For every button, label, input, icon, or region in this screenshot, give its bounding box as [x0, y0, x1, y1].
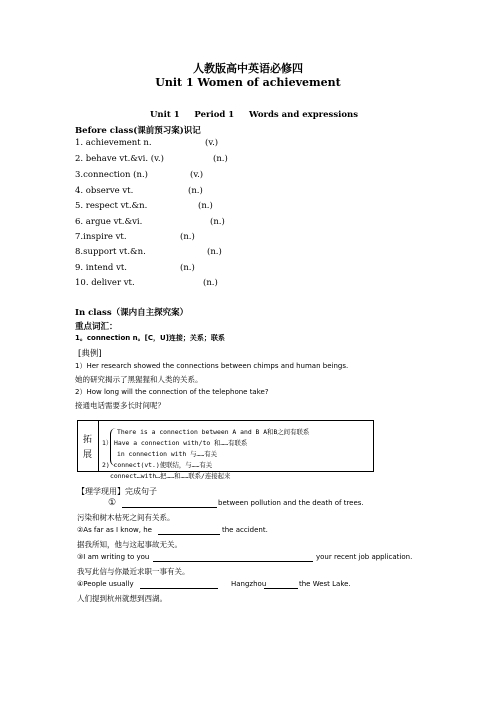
vocab-target-5: (n.): [198, 201, 213, 211]
example-2-cn: 接通电话需要多长时间呢？: [75, 401, 165, 410]
extend-box-label: [78, 421, 99, 471]
vocab-item-1: 1. achievement n.: [75, 138, 152, 148]
example-1-en: 1）Her research showed the connections between chimps and human beings.: [75, 362, 349, 370]
unit-title: Unit 1 Women of achievement: [155, 76, 341, 89]
q2-english-a: ②As far as I know, he: [77, 526, 152, 534]
q4-blank-2[interactable]: [264, 580, 298, 589]
q1-number: ①: [108, 498, 117, 508]
vocab-target-10: (n.): [203, 278, 218, 288]
example-1-cn: 她的研究揭示了黑猩猩和人类的关系。: [75, 375, 203, 384]
extend-label-char-2: 展: [83, 450, 93, 460]
q3-english-b: your recent job application.: [316, 553, 413, 561]
vocab-item-4: 4. observe vt.: [75, 186, 134, 196]
extend-line-5: connect…with…把……和……联系/连接起来: [110, 472, 231, 480]
vocab-item-7: 7.inspire vt.: [75, 232, 127, 242]
vocab-item-5: 5. respect vt.&n.: [75, 201, 148, 211]
vocab-target-6: (n.): [210, 217, 225, 227]
extend-line-4: 2) connect(vt.)使联结，与……有关: [102, 461, 213, 469]
key-words-label: 重点词汇：: [75, 322, 118, 332]
vocab-item-3: 3.connection (n.): [75, 170, 148, 180]
vocab-item-9: 9. intend vt.: [75, 263, 127, 273]
vocab-item-2: 2. behave vt.&vi. (v.): [75, 154, 164, 164]
q3-chinese: 我写此信与你最近求职一事有关。: [77, 567, 190, 576]
q4-english-a: ④People usually: [77, 580, 134, 588]
q3-blank[interactable]: [153, 553, 313, 562]
extend-line-2: Have a connection with/to 和……有联系: [114, 439, 248, 447]
before-class-heading: Before class(课前预习案)识记: [75, 126, 201, 136]
extend-line-3: in connection with 与……有关: [117, 450, 217, 458]
vocab-target-8: (n.): [207, 247, 222, 257]
extend-line-1: There is a connection between A and B A和B之间有联系: [117, 428, 310, 436]
word-connection-heading: 1。connection n。[C，U]连接；关系；联系: [75, 334, 225, 342]
vocab-target-9: (n.): [180, 263, 195, 273]
vocab-item-10: 10. deliver vt.: [75, 278, 135, 288]
vocab-target-1: (v.): [205, 138, 219, 148]
q4-english-b: Hangzhou: [231, 580, 267, 588]
extend-line-2-num: 1）: [102, 439, 113, 447]
q3-english-a: ③I am writing to you: [77, 553, 150, 561]
q2-english-b: the accident.: [222, 526, 268, 534]
q2-chinese: 据我所知，他与这起事故无关。: [77, 540, 182, 549]
q1-chinese: 污染和树木枯死之间有关系。: [77, 513, 175, 522]
q2-blank[interactable]: [158, 526, 220, 535]
vocab-target-7: (n.): [180, 232, 195, 242]
exercise-heading: 【理学现用】完成句子: [77, 487, 157, 496]
vocab-item-8: 8.support vt.&n.: [75, 247, 146, 257]
vocab-item-6: 6. argue vt.&vi.: [75, 217, 143, 227]
doc-title: 人教版高中英语必修四: [193, 62, 303, 75]
section-title: Unit 1 Period 1 Words and expressions: [150, 110, 358, 120]
q4-chinese: 人们提到杭州就想到西湖。: [77, 594, 167, 603]
vocab-target-2: (n.): [213, 154, 228, 164]
vocab-target-3: (v.): [190, 170, 204, 180]
example-2-en: 2）How long will the connection of the telephone take?: [75, 388, 269, 396]
extend-label-char-1: 拓: [83, 435, 93, 445]
vocab-target-4: (n.): [188, 186, 203, 196]
in-class-heading: In class（课内自主探究案）: [75, 308, 189, 318]
q1-english: between pollution and the death of trees.: [218, 499, 364, 507]
q4-blank-1[interactable]: [140, 580, 218, 589]
q1-blank[interactable]: [122, 499, 217, 508]
examples-label: [典例]: [78, 349, 102, 359]
q4-english-c: the West Lake.: [299, 580, 351, 588]
